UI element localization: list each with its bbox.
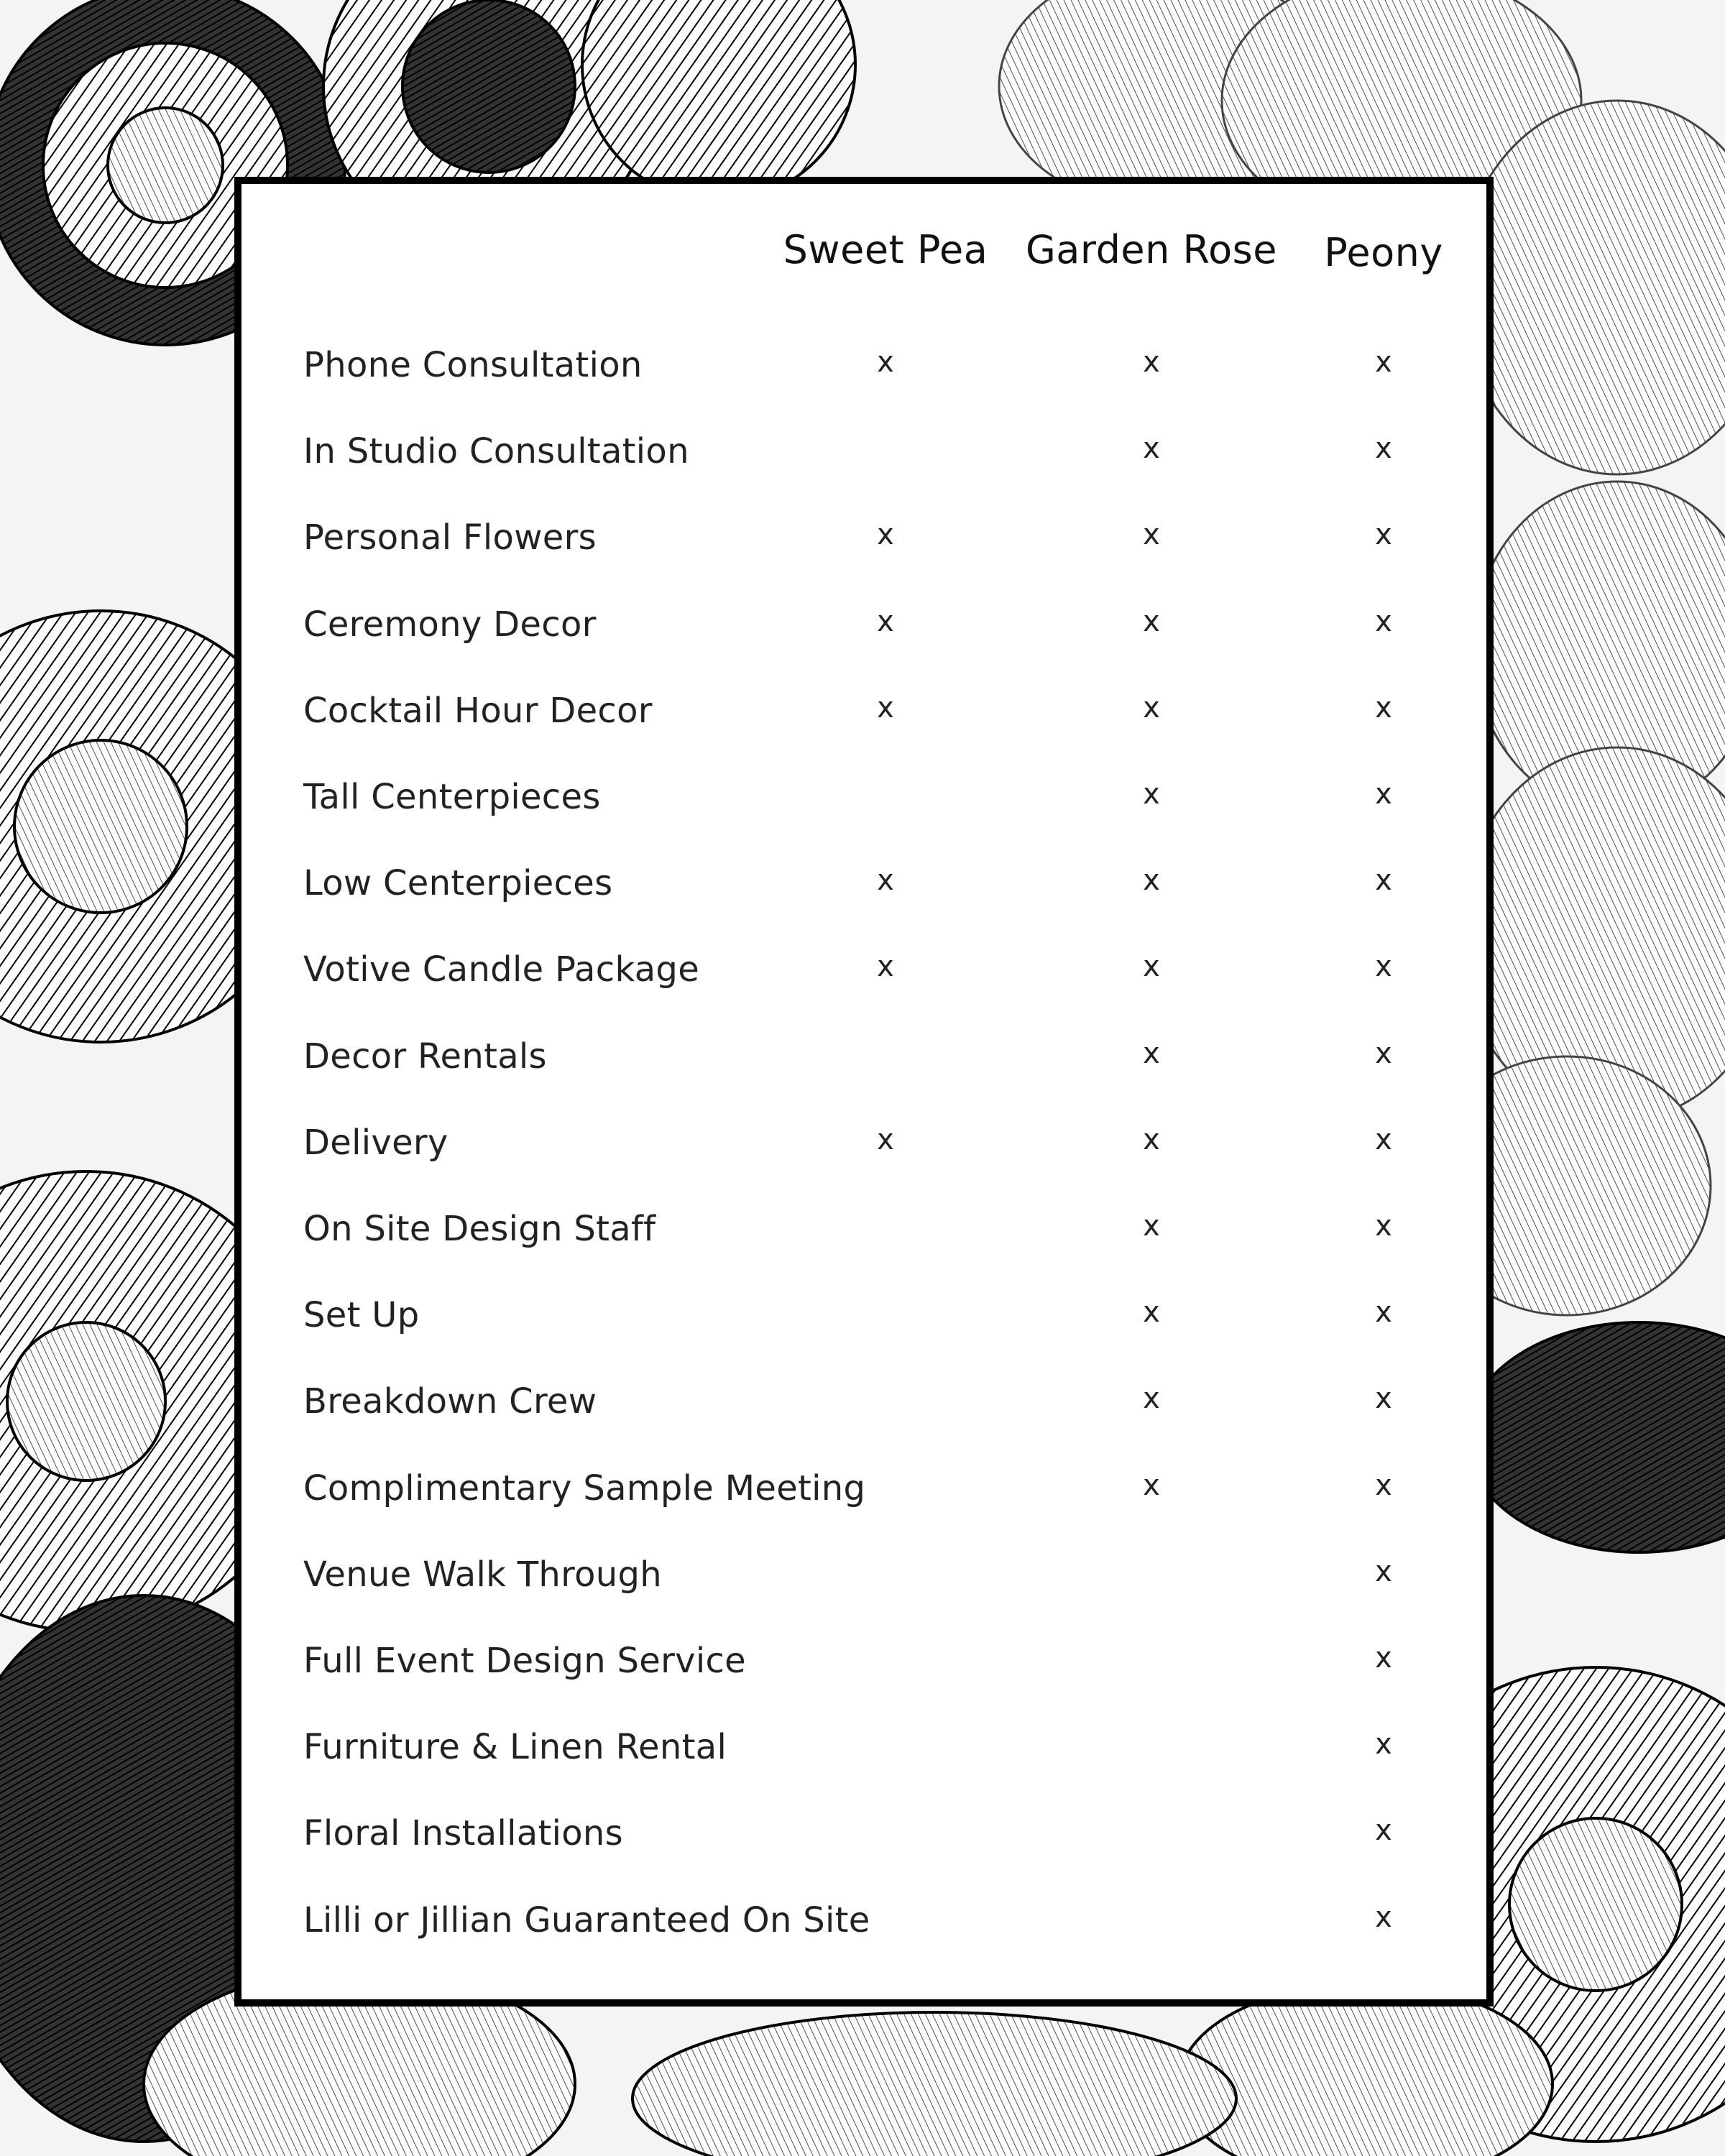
table-row [242,1467,1486,1553]
table-row [242,603,1486,689]
service-label: Ceremony Decor [303,604,597,645]
service-label: Full Event Design Service [303,1641,746,1681]
table-row [242,1380,1486,1466]
table-row [242,948,1486,1034]
service-label: Cocktail Hour Decor [303,690,653,731]
included-mark: x [1375,1468,1392,1502]
included-mark: x [1375,604,1392,638]
table-row [242,430,1486,516]
included-mark: x [1375,1641,1392,1674]
included-mark: x [1375,1814,1392,1848]
included-mark: x [877,518,894,552]
column-header-garden-rose: Garden Rose [1025,227,1278,272]
included-mark: x [877,346,894,379]
service-label: On Site Design Staff [303,1209,656,1249]
included-mark: x [1143,1468,1160,1502]
service-label: Breakdown Crew [303,1381,597,1422]
included-mark: x [877,1123,894,1156]
included-mark: x [1375,1900,1392,1934]
service-label: Floral Installations [303,1813,623,1854]
table-row [242,516,1486,602]
service-label: Set Up [303,1295,420,1336]
included-mark: x [1143,1123,1160,1156]
included-mark: x [1143,1210,1160,1243]
included-mark: x [877,604,894,638]
table-row [242,1294,1486,1380]
included-mark: x [1375,691,1392,724]
table-row [242,344,1486,430]
table-row [242,1899,1486,1985]
included-mark: x [1143,1036,1160,1070]
table-row [242,862,1486,948]
service-label: Venue Walk Through [303,1554,662,1595]
included-mark: x [1143,604,1160,638]
table-row [242,1553,1486,1639]
included-mark: x [1375,864,1392,898]
included-mark: x [1375,950,1392,984]
included-mark: x [1375,346,1392,379]
service-label: Complimentary Sample Meeting [303,1468,866,1508]
included-mark: x [1143,346,1160,379]
table-row [242,1121,1486,1207]
service-label: Phone Consultation [303,345,643,385]
table-row [242,1812,1486,1898]
table-row [242,689,1486,775]
included-mark: x [1375,1210,1392,1243]
service-label: In Studio Consultation [303,431,689,472]
included-mark: x [1143,518,1160,552]
included-mark: x [1143,864,1160,898]
column-header-sweet-pea: Sweet Pea [783,227,988,272]
service-label: Furniture & Linen Rental [303,1727,727,1768]
included-mark: x [1143,1382,1160,1416]
table-row [242,1207,1486,1294]
included-mark: x [877,691,894,724]
included-mark: x [877,950,894,984]
included-mark: x [1143,691,1160,724]
included-mark: x [1375,432,1392,466]
included-mark: x [877,864,894,898]
included-mark: x [1375,518,1392,552]
service-label: Delivery [303,1122,448,1163]
service-label: Decor Rentals [303,1036,547,1077]
service-label: Votive Candle Package [303,949,700,990]
table-row [242,1639,1486,1726]
included-mark: x [1375,1296,1392,1330]
service-label: Tall Centerpieces [303,777,601,817]
included-mark: x [1375,778,1392,811]
included-mark: x [1375,1123,1392,1156]
package-comparison-card [234,177,1494,2007]
included-mark: x [1143,950,1160,984]
included-mark: x [1375,1036,1392,1070]
included-mark: x [1375,1728,1392,1761]
service-label: Low Centerpieces [303,863,613,904]
included-mark: x [1375,1554,1392,1588]
table-row [242,1726,1486,1812]
table-row [242,1035,1486,1121]
included-mark: x [1143,432,1160,466]
included-mark: x [1143,778,1160,811]
column-header-peony: Peony [1324,230,1443,275]
service-label: Personal Flowers [303,517,597,558]
service-label: Lilli or Jillian Guaranteed On Site [303,1899,870,1940]
included-mark: x [1375,1382,1392,1416]
included-mark: x [1143,1296,1160,1330]
table-row [242,775,1486,862]
